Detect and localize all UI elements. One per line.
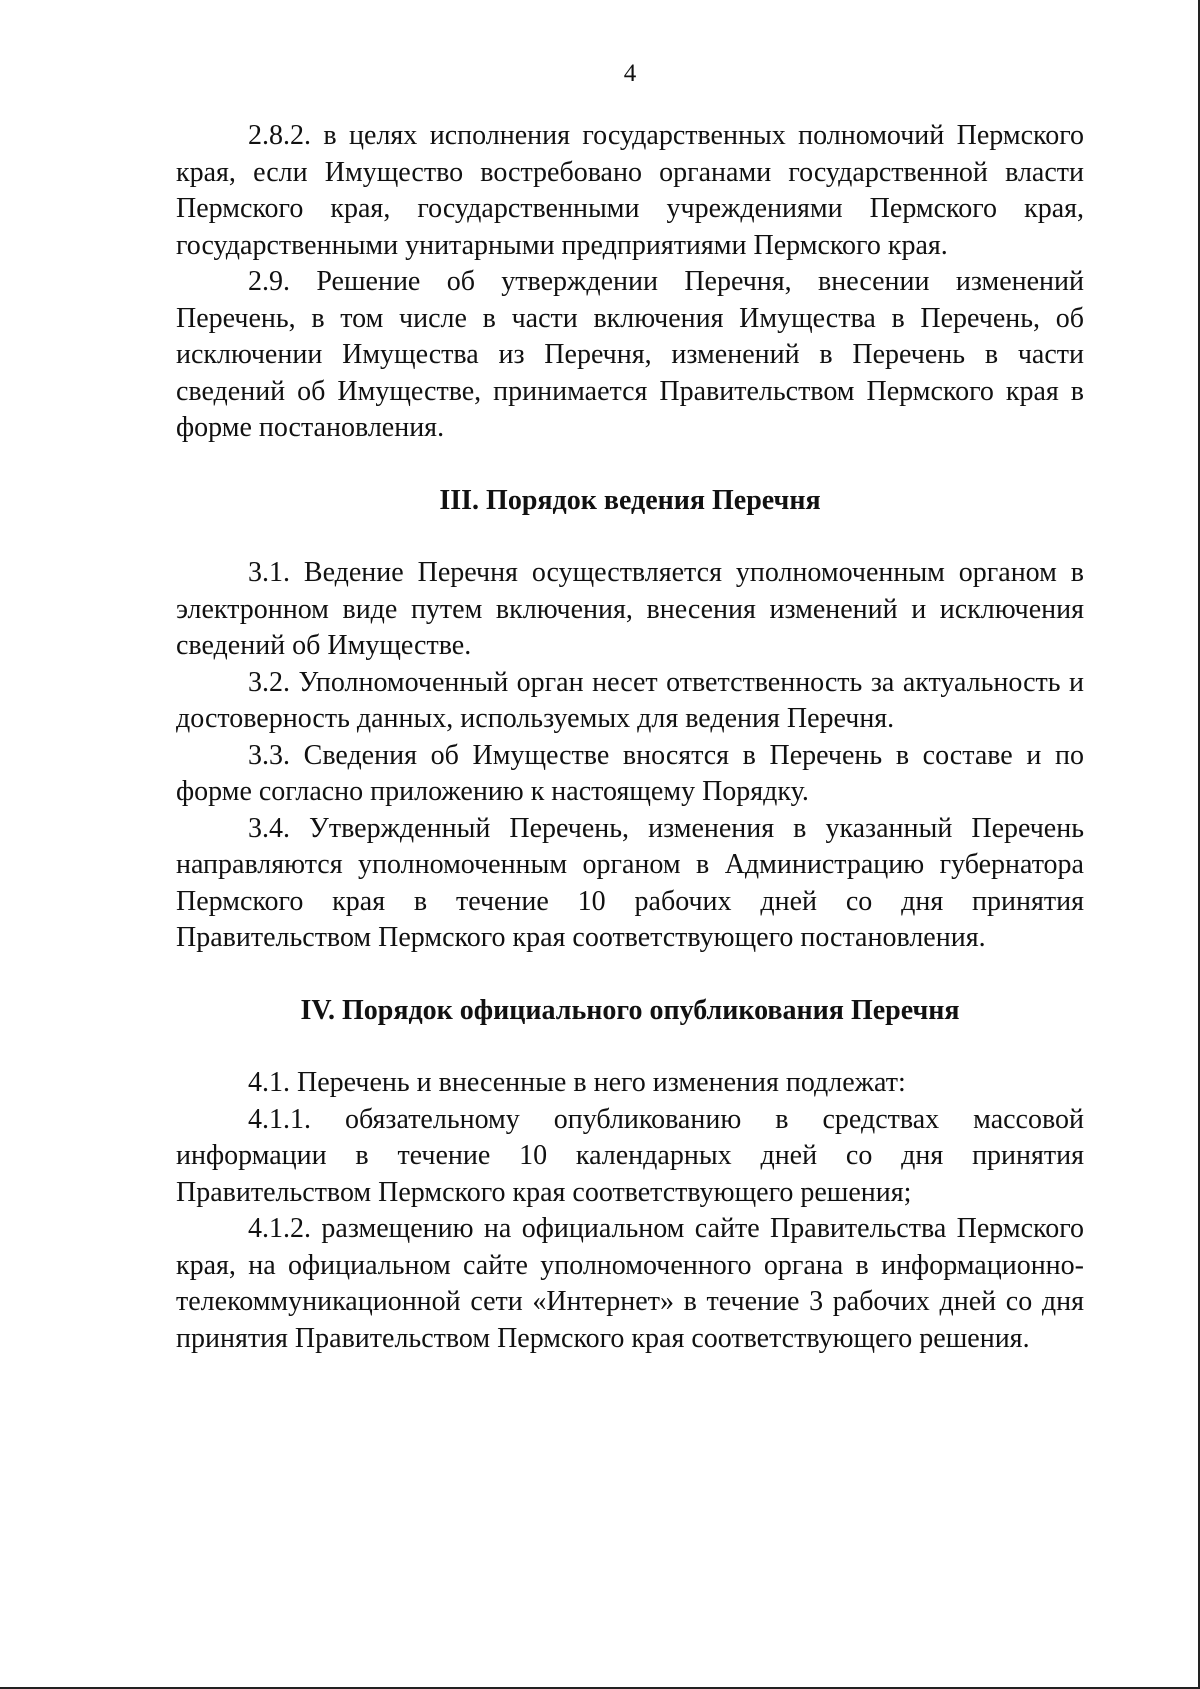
paragraph-2-8-2: 2.8.2. в целях исполнения государственных полномочий Пермского края, если Имущество востребовано органами государственной власти Пермского края, государственными учреждениями Пермского края, государственными унитарными предприятиями Пермского края.	[176, 120, 1084, 261]
document-body	[176, 118, 1084, 1357]
paragraph-3-1: 3.1. Ведение Перечня осуществляется уполномоченным органом в электронном виде путем включения, внесения изменений и исключения сведений об Имуществе.	[176, 557, 1084, 661]
spacer	[176, 957, 1084, 993]
paragraph-3-2: 3.2. Уполномоченный орган несет ответственность за актуальность и достоверность данных, используемых для ведения Перечня.	[176, 666, 1084, 734]
paragraph-4-1-1: 4.1.1. обязательному опубликованию в средствах массовой информации в течение 10 календарных дней со дня принятия Правительством Пермского края соответствующего решения;	[176, 1103, 1084, 1208]
section-4-heading: IV. Порядок официального опубликования Перечня	[300, 994, 960, 1026]
page-number: 4	[623, 60, 637, 87]
spacer	[176, 1029, 1084, 1065]
paragraph-3-4: 3.4. Утвержденный Перечень, изменения в указанный Перечень направляются уполномоченным органом в Администрацию губернатора Пермского края в течение 10 рабочих дней со дня принятия Правительством Пермского края соответствующего постановления.	[176, 812, 1084, 953]
paragraph-3-3: 3.3. Сведения об Имуществе вносятся в Перечень в составе и по форме согласно приложению к настоящему Порядку.	[176, 739, 1084, 807]
section-3-heading: III. Порядок ведения Перечня	[439, 484, 821, 516]
paragraph-2-9: 2.9. Решение об утверждении Перечня, внесении изменений Перечень, в том числе в части включения Имущества в Перечень, об исключении Имущества из Перечня, изменений в Перечень в части сведений об Имуществе, принимается Правительством Пермского края в форме постановления.	[176, 266, 1084, 443]
paragraph-4-1-2: 4.1.2. размещению на официальном сайте Правительства Пермского края, на официальном сайте уполномоченного органа в информационно-телекоммуникационной сети «Интернет» в течение 3 рабочих дней со дня принятия Правительством Пермского края соответствующего решения.	[176, 1213, 1084, 1354]
spacer	[176, 447, 1084, 483]
paragraph-4-1: 4.1. Перечень и внесенные в него изменения подлежат:	[248, 1067, 906, 1098]
spacer	[176, 519, 1084, 555]
